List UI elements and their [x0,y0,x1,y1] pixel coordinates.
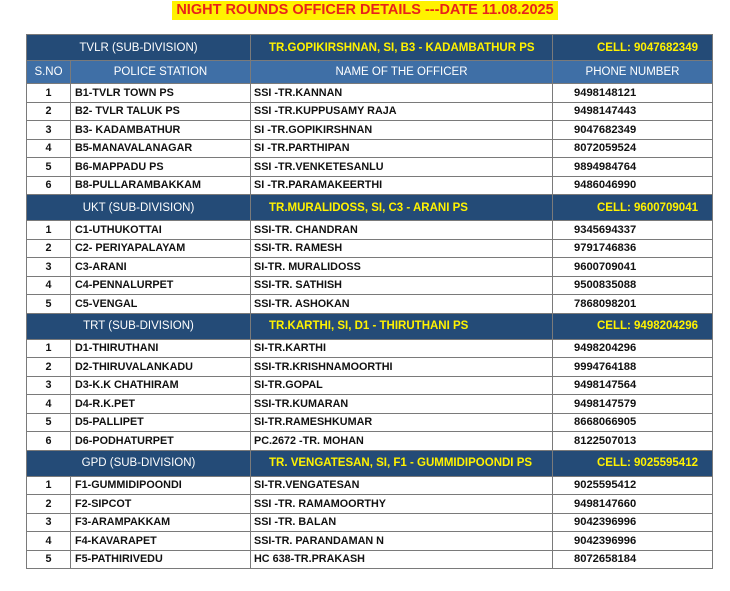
phone-number: 9498147443 [553,102,713,121]
table-row [27,395,713,414]
officer-name: SSI-TR. ASHOKAN [251,295,553,314]
phone-number: 8072658184 [553,550,713,569]
title-bar [0,1,730,20]
serial-number: 3 [27,513,71,532]
subdivision-head-officer: TR. VENGATESAN, SI, F1 - GUMMIDIPOONDI PS [251,450,553,476]
police-station: C2- PERIYAPALAYAM [71,239,251,258]
phone-number: 9994764188 [553,358,713,377]
police-station: D5-PALLIPET [71,413,251,432]
phone-number: 9498147660 [553,495,713,514]
phone-number: 9500835088 [553,276,713,295]
header-officer-name: NAME OF THE OFFICER [251,61,553,84]
table-row [27,476,713,495]
header-phone-number: PHONE NUMBER [553,61,713,84]
table-row [27,139,713,158]
officer-name: SSI-TR. PARANDAMAN N [251,532,553,551]
officer-name: SSI-TR.KUMARAN [251,395,553,414]
subdivision-name: GPD (SUB-DIVISION) [27,450,251,476]
officer-name: PC.2672 -TR. MOHAN [251,432,553,451]
phone-number: 9047682349 [553,121,713,140]
phone-number: 9042396996 [553,532,713,551]
serial-number: 2 [27,358,71,377]
officer-name: SI-TR.KARTHI [251,339,553,358]
subdivision-head-officer: TR.GOPIKIRSHNAN, SI, B3 - KADAMBATHUR PS [251,35,553,61]
police-station: B5-MANAVALANAGAR [71,139,251,158]
officer-table [26,34,713,569]
officer-name: SSI -TR.VENKETESANLU [251,158,553,177]
police-station: D2-THIRUVALANKADU [71,358,251,377]
subdivision-row [27,450,713,476]
officer-name: SSI -TR. RAMAMOORTHY [251,495,553,514]
table-row [27,432,713,451]
phone-number: 8122507013 [553,432,713,451]
subdivision-head-officer: TR.MURALIDOSS, SI, C3 - ARANI PS [251,195,553,221]
serial-number: 5 [27,295,71,314]
officer-name: SSI -TR. BALAN [251,513,553,532]
officer-name: SI-TR. MURALIDOSS [251,258,553,277]
police-station: B6-MAPPADU PS [71,158,251,177]
officer-name: SSI -TR.KUPPUSAMY RAJA [251,102,553,121]
police-station: F4-KAVARAPET [71,532,251,551]
serial-number: 1 [27,339,71,358]
subdivision-cell: CELL: 9025595412 [553,450,713,476]
subdivision-row [27,313,713,339]
serial-number: 3 [27,376,71,395]
phone-number: 8668066905 [553,413,713,432]
table-row [27,276,713,295]
phone-number: 9345694337 [553,221,713,240]
serial-number: 1 [27,476,71,495]
phone-number: 9498148121 [553,84,713,103]
subdivision-cell: CELL: 9600709041 [553,195,713,221]
police-station: F1-GUMMIDIPOONDI [71,476,251,495]
table-row [27,176,713,195]
serial-number: 4 [27,395,71,414]
serial-number: 2 [27,239,71,258]
serial-number: 4 [27,276,71,295]
serial-number: 6 [27,432,71,451]
subdivision-cell: CELL: 9498204296 [553,313,713,339]
serial-number: 3 [27,121,71,140]
phone-number: 9791746836 [553,239,713,258]
serial-number: 5 [27,413,71,432]
serial-number: 4 [27,139,71,158]
serial-number: 1 [27,84,71,103]
phone-number: 9486046990 [553,176,713,195]
police-station: B3- KADAMBATHUR [71,121,251,140]
police-station: D3-K.K CHATHIRAM [71,376,251,395]
officer-name: SI-TR.RAMESHKUMAR [251,413,553,432]
subdivision-cell: CELL: 9047682349 [553,35,713,61]
officer-name: SSI-TR. RAMESH [251,239,553,258]
subdivision-name: TVLR (SUB-DIVISION) [27,35,251,61]
header-sno: S.NO [27,61,71,84]
table-row [27,532,713,551]
table-row [27,339,713,358]
table-row [27,102,713,121]
phone-number: 9894984764 [553,158,713,177]
serial-number: 5 [27,550,71,569]
table-row [27,295,713,314]
table-row [27,358,713,377]
table-row [27,239,713,258]
table-row [27,221,713,240]
officer-name: SSI -TR.KANNAN [251,84,553,103]
table-row [27,513,713,532]
police-station: C3-ARANI [71,258,251,277]
police-station: B1-TVLR TOWN PS [71,84,251,103]
serial-number: 2 [27,102,71,121]
police-station: D4-R.K.PET [71,395,251,414]
phone-number: 9025595412 [553,476,713,495]
officer-name: SI -TR.GOPIKIRSHNAN [251,121,553,140]
police-station: C5-VENGAL [71,295,251,314]
column-header-row [27,61,713,84]
officer-name: SSI-TR. SATHISH [251,276,553,295]
police-station: D1-THIRUTHANI [71,339,251,358]
table-row [27,413,713,432]
officer-name: SI -TR.PARAMAKEERTHI [251,176,553,195]
police-station: D6-PODHATURPET [71,432,251,451]
officer-name: SI-TR.GOPAL [251,376,553,395]
police-station: F5-PATHIRIVEDU [71,550,251,569]
officer-table-body [27,35,713,569]
serial-number: 3 [27,258,71,277]
officer-name: SSI-TR.KRISHNAMOORTHI [251,358,553,377]
serial-number: 2 [27,495,71,514]
table-row [27,121,713,140]
table-row [27,550,713,569]
officer-name: SI-TR.VENGATESAN [251,476,553,495]
police-station: B8-PULLARAMBAKKAM [71,176,251,195]
officer-name: SI -TR.PARTHIPAN [251,139,553,158]
police-station: C1-UTHUKOTTAI [71,221,251,240]
police-station: C4-PENNALURPET [71,276,251,295]
subdivision-name: UKT (SUB-DIVISION) [27,195,251,221]
table-row [27,258,713,277]
police-station: B2- TVLR TALUK PS [71,102,251,121]
phone-number: 7868098201 [553,295,713,314]
serial-number: 1 [27,221,71,240]
table-row [27,495,713,514]
subdivision-row [27,195,713,221]
phone-number: 9042396996 [553,513,713,532]
serial-number: 4 [27,532,71,551]
phone-number: 9498147564 [553,376,713,395]
page-title: NIGHT ROUNDS OFFICER DETAILS ---DATE 11.08.2025 [172,1,557,20]
police-station: F2-SIPCOT [71,495,251,514]
officer-name: HC 638-TR.PRAKASH [251,550,553,569]
police-station: F3-ARAMPAKKAM [71,513,251,532]
table-row [27,84,713,103]
table-row [27,158,713,177]
table-row [27,376,713,395]
subdivision-head-officer: TR.KARTHI, SI, D1 - THIRUTHANI PS [251,313,553,339]
serial-number: 6 [27,176,71,195]
phone-number: 9498147579 [553,395,713,414]
serial-number: 5 [27,158,71,177]
subdivision-row [27,35,713,61]
subdivision-name: TRT (SUB-DIVISION) [27,313,251,339]
phone-number: 9498204296 [553,339,713,358]
phone-number: 9600709041 [553,258,713,277]
header-police-station: POLICE STATION [71,61,251,84]
officer-name: SSI-TR. CHANDRAN [251,221,553,240]
phone-number: 8072059524 [553,139,713,158]
